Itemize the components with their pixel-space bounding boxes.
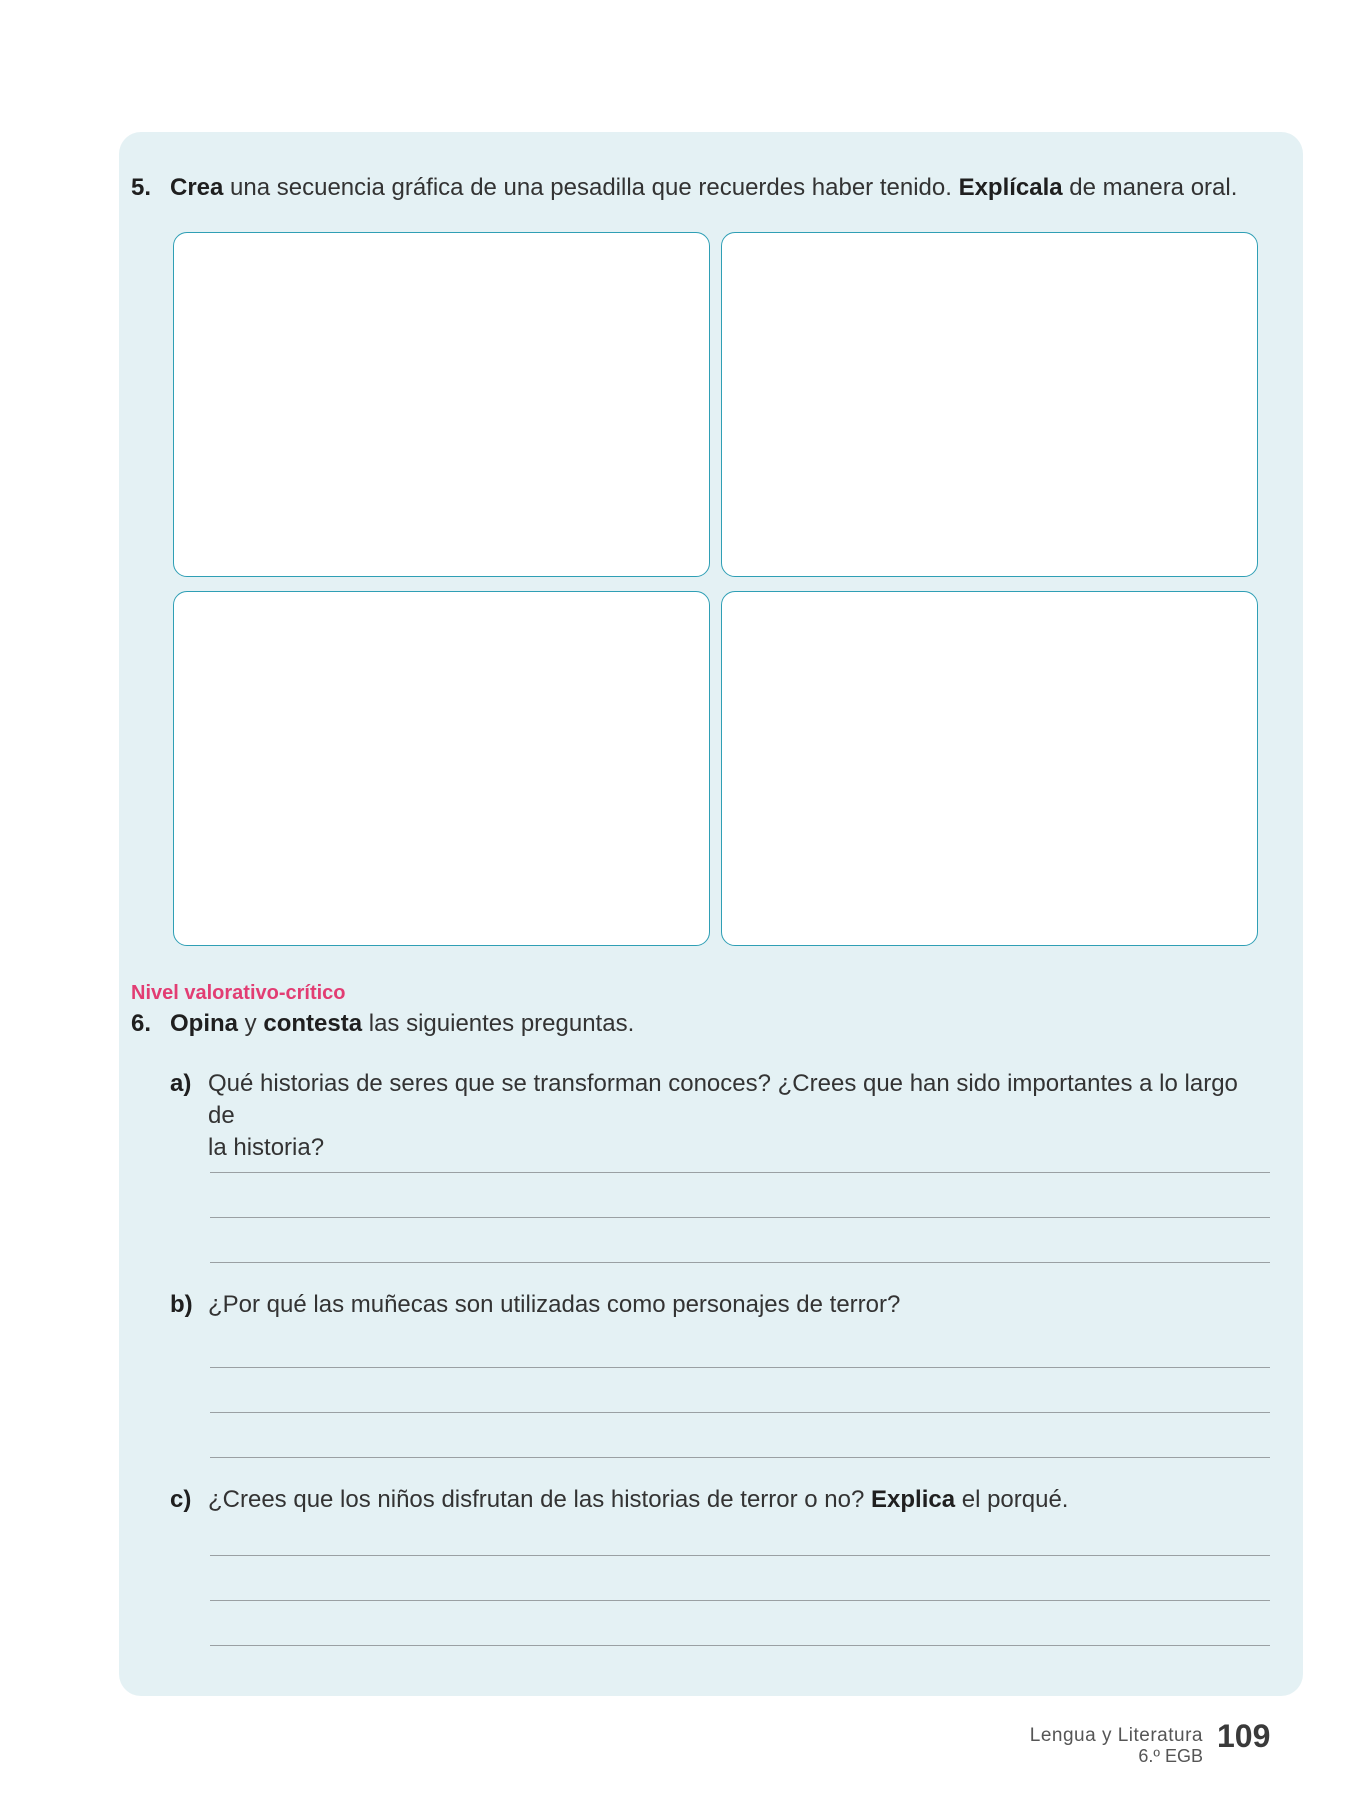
question-6-prompt: [170, 1009, 634, 1039]
subquestion-c-verb-explica: Explica: [871, 1486, 956, 1513]
drawing-box-1[interactable]: [173, 232, 710, 577]
question-5-text-1: una secuencia gráfica de una pesadilla que recuerdes haber tenido.: [223, 174, 959, 201]
subquestion-a-line-1: Qué historias de seres que se transforman conoces? ¿Crees que han sido importantes a lo largo de: [208, 1070, 1238, 1129]
answer-line[interactable]: [210, 1172, 1270, 1173]
question-5-number: 5.: [131, 174, 152, 201]
question-5-text-2: de manera oral.: [1062, 174, 1238, 201]
drawing-box-3[interactable]: [173, 591, 710, 946]
subquestion-a-text: [208, 1068, 1268, 1164]
drawing-box-2[interactable]: [721, 232, 1258, 577]
question-6-text-2: las siguientes preguntas.: [362, 1010, 635, 1037]
subquestion-a-label: a): [170, 1070, 192, 1097]
subquestion-c-text-pre: ¿Crees que los niños disfrutan de las historias de terror o no?: [208, 1486, 872, 1513]
subquestion-a-line-2: la historia?: [208, 1134, 325, 1161]
question-6-text-1: y: [238, 1010, 264, 1037]
page-number: 109: [1217, 1718, 1271, 1754]
question-6-verb-contesta: contesta: [263, 1010, 363, 1037]
answer-line[interactable]: [210, 1367, 1270, 1368]
answer-line[interactable]: [210, 1412, 1270, 1413]
question-5-prompt: [170, 173, 1237, 203]
question-5-verb-explicala: Explícala: [958, 174, 1063, 201]
level-label: Nivel valorativo-crítico: [131, 982, 346, 1004]
answer-line[interactable]: [210, 1262, 1270, 1263]
subquestion-b-text: ¿Por qué las muñecas son utilizadas como personajes de terror?: [208, 1291, 901, 1318]
answer-line[interactable]: [210, 1457, 1270, 1458]
drawing-box-4[interactable]: [721, 591, 1258, 946]
answer-line[interactable]: [210, 1555, 1270, 1556]
subquestion-c-label: c): [170, 1486, 192, 1513]
subquestion-c-text: [208, 1484, 1268, 1516]
answer-line[interactable]: [210, 1645, 1270, 1646]
answer-line[interactable]: [210, 1217, 1270, 1218]
question-6-number: 6.: [131, 1010, 152, 1037]
answer-line[interactable]: [210, 1600, 1270, 1601]
subquestion-b-label: b): [170, 1291, 193, 1318]
question-6-verb-opina: Opina: [170, 1010, 239, 1037]
footer-book-title: Lengua y Literatura: [1029, 1725, 1203, 1746]
footer-grade: 6.º EGB: [1138, 1746, 1203, 1766]
subquestion-c-text-post: el porqué.: [955, 1486, 1069, 1513]
question-5-verb-crea: Crea: [170, 174, 224, 201]
